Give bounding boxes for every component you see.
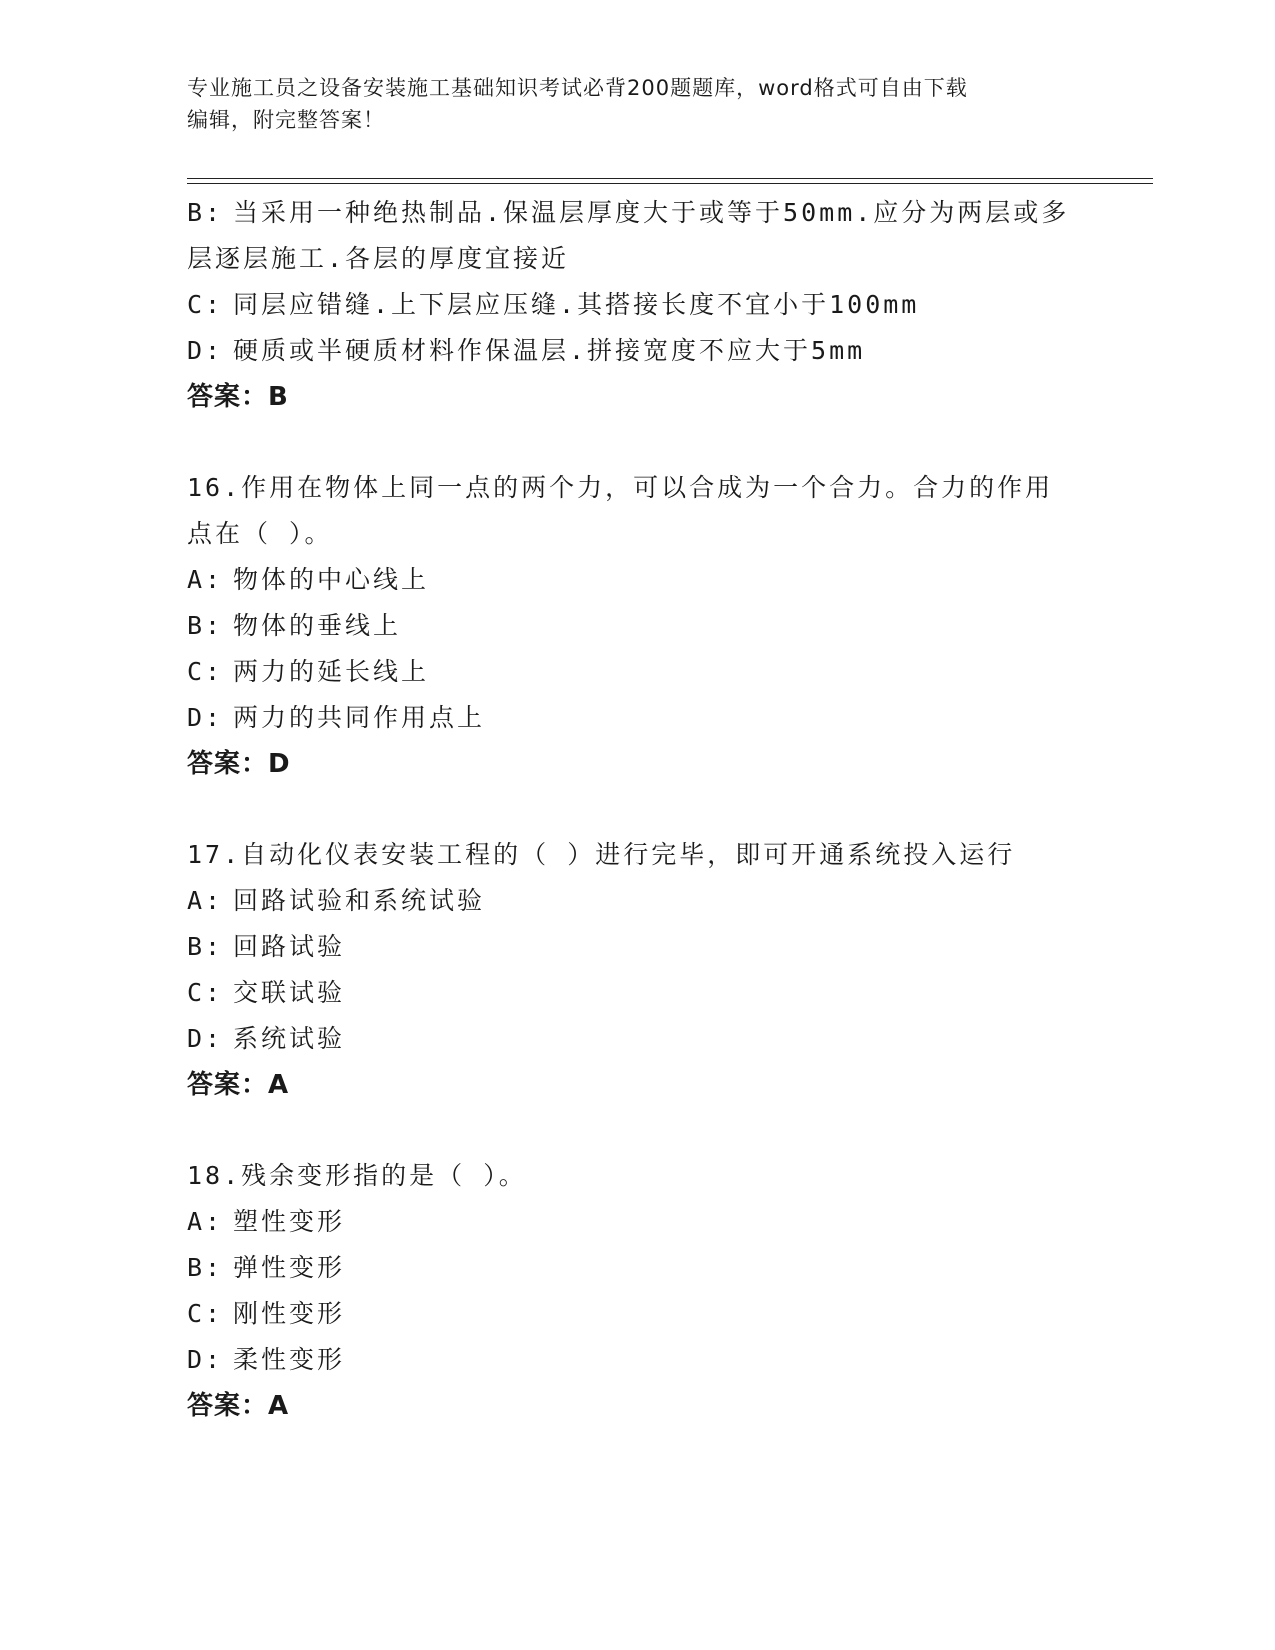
option-b: B: 回路试验 [187,932,346,961]
document-header [187,72,1087,136]
option-d: D: 硬质或半硬质材料作保温层.拼接宽度不应大于5mm [187,336,866,365]
option-a: A: 物体的中心线上 [187,565,430,594]
header-divider-bottom [187,183,1153,184]
option-d: D: 两力的共同作用点上 [187,703,486,732]
option-a: A: 回路试验和系统试验 [187,886,486,915]
option-d: D: 系统试验 [187,1024,346,1053]
question-16 [187,465,1147,787]
option-c: C: 两力的延长线上 [187,657,430,686]
option-b: B: 物体的垂线上 [187,611,402,640]
answer: 答案：D [187,749,291,779]
option-c: C: 交联试验 [187,978,346,1007]
option-b: B: 当采用一种绝热制品.保温层厚度大于或等于50mm.应分为两层或多 [187,198,1070,227]
option-d: D: 柔性变形 [187,1345,346,1374]
question-stem: 18.残余变形指的是（ ）。 [187,1161,527,1190]
header-line-2: 编辑，附完整答案！ [187,108,385,132]
question-stem-continued: 点在（ ）。 [187,519,333,548]
option-c: C: 刚性变形 [187,1299,346,1328]
question-17 [187,832,1147,1108]
header-line-1: 专业施工员之设备安装施工基础知识考试必背200题题库，word格式可自由下载 [187,76,968,100]
answer: 答案：A [187,1391,290,1421]
option-a: A: 塑性变形 [187,1207,346,1236]
question-content [187,190,1147,1429]
question-stem: 17.自动化仪表安装工程的（ ）进行完毕，即可开通系统投入运行 [187,840,1016,869]
option-c: C: 同层应错缝.上下层应压缝.其搭接长度不宜小于100mm [187,290,920,319]
question-18 [187,1153,1147,1429]
answer: 答案：B [187,382,289,412]
answer: 答案：A [187,1070,290,1100]
question-15-continued [187,190,1147,420]
option-b: B: 弹性变形 [187,1253,346,1282]
question-stem: 16.作用在物体上同一点的两个力，可以合成为一个合力。合力的作用 [187,473,1054,502]
option-b-continued: 层逐层施工.各层的厚度宜接近 [187,244,570,273]
header-divider-top [187,178,1153,179]
